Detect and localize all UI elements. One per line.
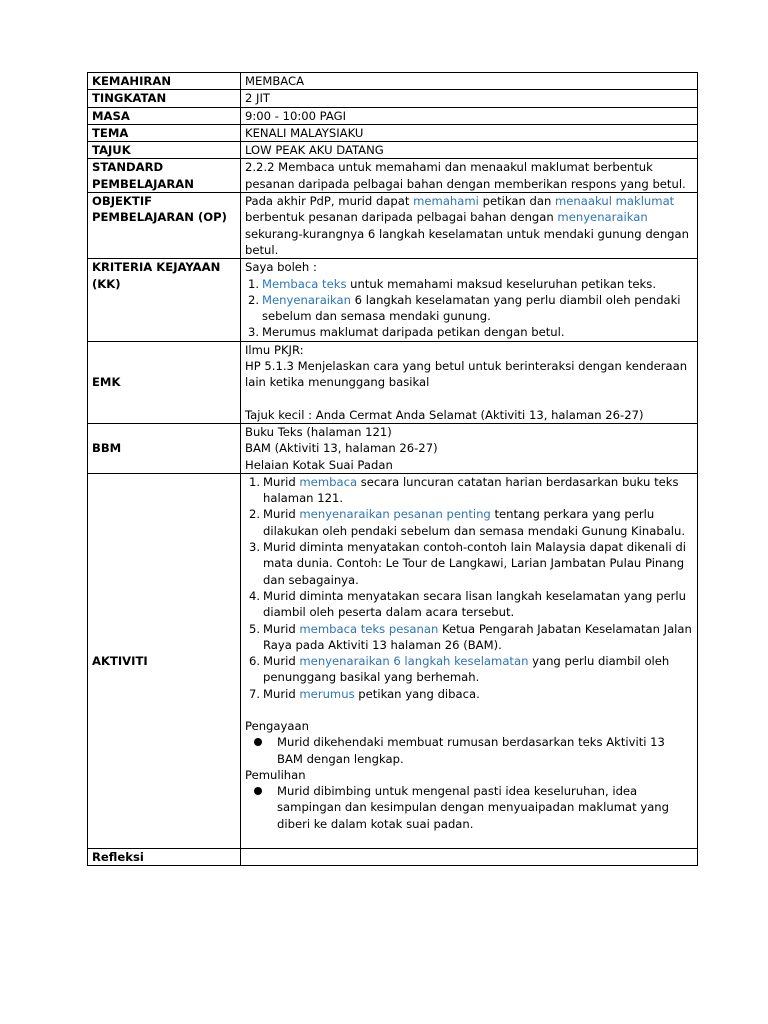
- pengayaan-list: [245, 734, 693, 767]
- aktiviti-item: [245, 506, 693, 539]
- aktiviti-item-highlight: menyenaraikan pesanan penting: [299, 507, 491, 522]
- label-standard-line1: STANDARD: [92, 160, 164, 175]
- bullet-icon: [254, 738, 262, 746]
- aktiviti-item-number: 4.: [249, 588, 261, 603]
- aktiviti-item: [245, 474, 693, 507]
- objektif-text-4: sekurang-kurangnya 6 langkah keselamatan untuk mendaki gunung dengan betul.: [245, 226, 689, 257]
- pengayaan-text: Murid dikehendaki membuat rumusan berdasarkan teks Aktiviti 13 BAM dengan lengkap.: [277, 735, 665, 766]
- emk-line-2: HP 5.1.3 Menjelaskan cara yang betul untuk berinteraksi dengan kenderaan lain ketika menunggang basikal: [245, 359, 688, 390]
- pemulihan-text: Murid dibimbing untuk mengenal pasti idea keseluruhan, idea sampingan dan kesimpulan dengan menyuaipadan maklumat yang diberi ke dalam kotak suai padan.: [277, 784, 670, 831]
- kriteria-item: [245, 324, 693, 340]
- kriteria-item-number: 1.: [248, 276, 260, 291]
- value-tema: KENALI MALAYSIAKU: [241, 124, 698, 141]
- value-aktiviti: [241, 473, 698, 848]
- aktiviti-item-highlight: menyenaraikan 6 langkah keselamatan: [299, 654, 529, 669]
- kriteria-intro: Saya boleh :: [245, 260, 317, 275]
- aktiviti-item-text: Ketua Pengarah Jabatan Keselamatan Jalan Raya pada Aktiviti 13 halaman 26 (BAM).: [263, 621, 692, 652]
- row-tajuk: [88, 142, 698, 159]
- row-aktiviti: [88, 473, 698, 848]
- aktiviti-item-pre: Murid: [263, 621, 300, 636]
- value-refleksi: [241, 849, 698, 866]
- objektif-text-1: Pada akhir PdP, murid dapat: [245, 194, 414, 209]
- objektif-text-2: petikan dan: [478, 194, 555, 209]
- aktiviti-item: [245, 588, 693, 621]
- kriteria-item: [245, 276, 693, 292]
- label-kriteria-line1: KRITERIA KEJAYAAN: [92, 260, 221, 275]
- aktiviti-item-text: secara luncuran catatan harian berdasarkan buku teks halaman 121.: [263, 474, 679, 506]
- kriteria-item-text: 6 langkah keselamatan yang perlu diambil oleh pendaki sebelum dan semasa mendaki gunung.: [262, 292, 681, 324]
- aktiviti-item-number: 7.: [249, 686, 261, 701]
- aktiviti-item-number: 2.: [249, 507, 261, 522]
- label-masa: MASA: [88, 107, 241, 124]
- aktiviti-item: [245, 621, 693, 654]
- objektif-highlight-1: memahami: [413, 194, 479, 209]
- label-objektif-line2: PEMBELAJARAN (OP): [92, 210, 227, 225]
- label-tajuk: TAJUK: [88, 142, 241, 159]
- pemulihan-list: [245, 783, 693, 832]
- row-tingkatan: [88, 90, 698, 107]
- kriteria-item: [245, 292, 693, 325]
- aktiviti-item-number: 6.: [249, 654, 261, 669]
- label-objektif: [88, 193, 241, 259]
- objektif-text-3: berbentuk pesanan daripada pelbagai bahan dengan: [245, 210, 558, 225]
- label-aktiviti: AKTIVITI: [88, 473, 241, 848]
- kriteria-item-text: Merumus maklumat daripada petikan dengan betul.: [262, 325, 565, 340]
- value-objektif: [241, 193, 698, 259]
- kriteria-item-text: untuk memahami maksud keseluruhan petikan teks.: [346, 276, 656, 291]
- aktiviti-item-text: petikan yang dibaca.: [354, 686, 480, 701]
- bbm-line: BAM (Aktiviti 13, halaman 26-27): [245, 441, 438, 456]
- aktiviti-item-text: tentang perkara yang perlu dilakukan oleh pendaki sebelum dan semasa mendaki Gunung Kinabalu.: [263, 507, 686, 538]
- row-kemahiran: [88, 73, 698, 90]
- aktiviti-item-highlight: membaca teks pesanan: [299, 621, 439, 636]
- aktiviti-item-highlight: merumus: [299, 686, 355, 701]
- value-kriteria: [241, 259, 698, 341]
- objektif-highlight-2: menaakul maklumat: [555, 194, 675, 209]
- label-kemahiran: KEMAHIRAN: [88, 73, 241, 90]
- kriteria-item-number: 2.: [248, 292, 260, 307]
- label-objektif-line1: OBJEKTIF: [92, 194, 153, 209]
- lesson-plan-table: [87, 72, 698, 866]
- aktiviti-item-highlight: membaca: [299, 474, 358, 489]
- bbm-line: Helaian Kotak Suai Padan: [245, 457, 393, 472]
- aktiviti-item-text: Murid diminta menyatakan contoh-contoh lain Malaysia dapat dikenali di mata dunia. Contoh: Le Tour de Langkawi, Larian Jambatan Pulau Pinang dan sebagainya.: [263, 540, 686, 587]
- value-tingkatan: 2 JIT: [241, 90, 698, 107]
- aktiviti-item-text: Murid diminta menyatakan secara lisan langkah keselamatan yang perlu diambil oleh peserta dalam acara tersebut.: [263, 588, 686, 620]
- label-kriteria: [88, 259, 241, 341]
- row-standard: [88, 159, 698, 193]
- pemulihan-title: Pemulihan: [245, 767, 306, 782]
- row-objektif: [88, 193, 698, 259]
- aktiviti-item-pre: Murid: [263, 474, 300, 489]
- label-kriteria-line2: (KK): [92, 276, 121, 291]
- kriteria-list: [245, 276, 693, 341]
- emk-line-1: Ilmu PKJR:: [245, 342, 304, 357]
- row-tema: [88, 124, 698, 141]
- value-kemahiran: MEMBACA: [241, 73, 698, 90]
- aktiviti-item: [245, 686, 693, 702]
- bbm-line: Buku Teks (halaman 121): [245, 424, 392, 439]
- aktiviti-list: [245, 474, 693, 702]
- pemulihan-item: [245, 783, 693, 832]
- row-masa: [88, 107, 698, 124]
- label-emk: EMK: [88, 341, 241, 423]
- label-tema: TEMA: [88, 124, 241, 141]
- aktiviti-item-number: 1.: [249, 474, 261, 489]
- aktiviti-item: [245, 653, 693, 686]
- bullet-icon: [254, 787, 262, 795]
- label-standard: [88, 159, 241, 193]
- kriteria-item-highlight: Membaca teks: [262, 276, 347, 291]
- row-bbm: [88, 423, 698, 473]
- row-kriteria: [88, 259, 698, 341]
- aktiviti-item-pre: Murid: [263, 686, 300, 701]
- aktiviti-item-text: yang perlu diambil oleh penunggang basikal yang berhemah.: [263, 654, 670, 685]
- value-bbm: [241, 423, 698, 473]
- kriteria-item-number: 3.: [248, 325, 260, 340]
- aktiviti-item-number: 5.: [249, 621, 261, 636]
- label-tingkatan: TINGKATAN: [88, 90, 241, 107]
- aktiviti-item-number: 3.: [249, 540, 261, 555]
- value-tajuk: LOW PEAK AKU DATANG: [241, 142, 698, 159]
- value-emk: [241, 341, 698, 423]
- emk-line-3: Tajuk kecil : Anda Cermat Anda Selamat (Aktiviti 13, halaman 26-27): [245, 407, 644, 422]
- value-standard: 2.2.2 Membaca untuk memahami dan menaakul maklumat berbentuk pesanan daripada pelbagai bahan dengan memberikan respons yang betul.: [241, 159, 698, 193]
- kriteria-item-highlight: Menyenaraikan: [262, 292, 351, 307]
- objektif-highlight-3: menyenaraikan: [557, 210, 648, 225]
- label-bbm: BBM: [88, 423, 241, 473]
- row-emk: [88, 341, 698, 423]
- row-refleksi: [88, 849, 698, 866]
- aktiviti-item-pre: Murid: [263, 654, 300, 669]
- pengayaan-title: Pengayaan: [245, 718, 309, 733]
- label-standard-line2: PEMBELAJARAN: [92, 176, 194, 191]
- value-masa: 9:00 - 10:00 PAGI: [241, 107, 698, 124]
- label-refleksi: Refleksi: [88, 849, 241, 866]
- aktiviti-item: [245, 539, 693, 588]
- aktiviti-item-pre: Murid: [263, 507, 300, 522]
- pengayaan-item: [245, 734, 693, 767]
